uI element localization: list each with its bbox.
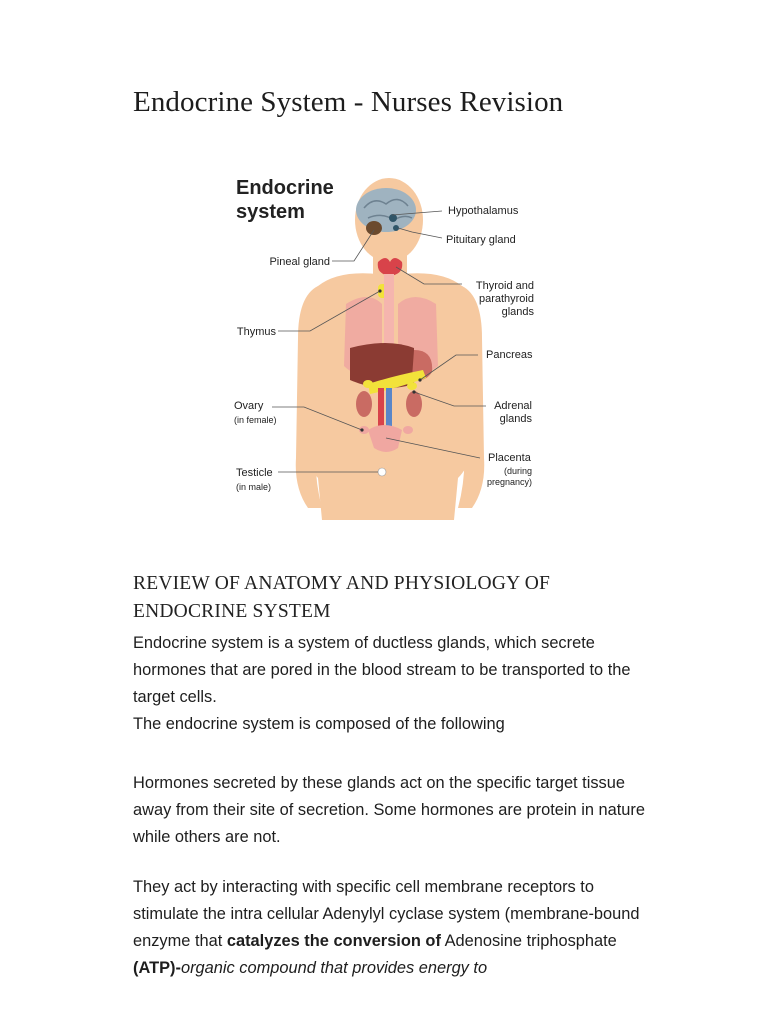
paragraph-composition: The endocrine system is composed of the following <box>133 715 505 733</box>
label-adrenal-2: glands <box>499 413 532 425</box>
endocrine-system-figure <box>218 158 554 530</box>
label-placenta-note-1: (during <box>503 466 532 476</box>
label-thymus: Thymus <box>236 326 276 338</box>
figure-heading-line2: system <box>236 201 305 223</box>
label-placenta: Placenta <box>488 452 531 464</box>
label-placenta-note-2: pregnancy) <box>486 477 532 487</box>
label-thyroid-2: parathyroid <box>478 293 534 305</box>
mechanism-italic-1: organic compound that provides energy to <box>180 959 488 977</box>
endocrine-diagram <box>218 158 554 530</box>
label-pineal: Pineal gland <box>269 256 330 268</box>
testicle-gland <box>378 468 386 476</box>
section-heading: REVIEW OF ANATOMY AND PHYSIOLOGY OF ENDOCRINE SYSTEM <box>133 573 551 622</box>
label-pancreas: Pancreas <box>486 349 533 361</box>
paragraph-hormones: Hormones secreted by these glands act on the specific target tissue away from their site of secretion. Some hormones are protein in nature while others are not. <box>133 774 645 846</box>
kidney-left <box>356 391 372 417</box>
label-hypothalamus: Hypothalamus <box>448 205 519 217</box>
label-thyroid-3: glands <box>501 306 534 318</box>
ovary-right <box>403 426 413 434</box>
label-pituitary: Pituitary gland <box>446 234 516 246</box>
mechanism-text-2: Adenosine triphosphate <box>440 932 617 950</box>
right-arm-shape <box>458 286 484 508</box>
label-ovary: Ovary <box>234 400 264 412</box>
label-testicle-note: (in male) <box>236 482 272 492</box>
label-adrenal-1: Adrenal <box>494 400 532 412</box>
mechanism-bold-1: catalyzes the conversion of <box>226 932 441 950</box>
mechanism-bold-2: (ATP)- <box>133 959 181 977</box>
paragraph-mechanism <box>133 874 653 982</box>
label-ovary-note: (in female) <box>234 415 277 425</box>
figure-heading-line1: Endocrine <box>236 177 334 199</box>
label-testicle: Testicle <box>236 467 273 479</box>
mechanism-text-1: They act by interacting with specific cell membrane receptors to stimulate the intra cellular Adenylyl cyclase system (membrane-bound enzyme that <box>133 878 640 950</box>
label-thyroid-1: Thyroid and <box>475 280 534 292</box>
adrenal-left <box>363 380 373 388</box>
paragraph-definition: Endocrine system is a system of ductless glands, which secrete hormones that are pored in the blood stream to be transported to the target cells. <box>133 634 631 706</box>
kidney-right <box>406 391 422 417</box>
adrenal-right <box>407 382 417 390</box>
page-title: Endocrine System - Nurses Revision <box>133 86 564 118</box>
